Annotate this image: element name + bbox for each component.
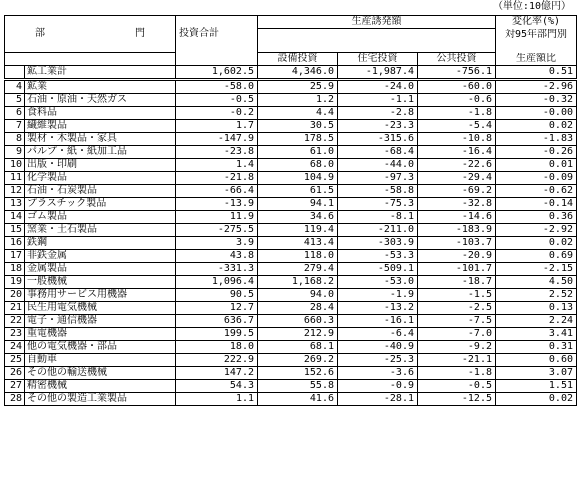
row-public: -1.8 (418, 107, 496, 120)
row-rate: -1.83 (496, 133, 577, 146)
row-housing: -25.3 (338, 354, 418, 367)
row-no: 15 (5, 224, 25, 237)
table-row (5, 380, 577, 393)
row-equipment: 152.6 (258, 367, 338, 380)
row-name: その他の輸送機械 (25, 367, 176, 380)
row-public: -0.5 (418, 380, 496, 393)
header-rate-top: 変化率(%) (496, 16, 577, 29)
row-public: -1.8 (418, 367, 496, 380)
row-total: 1.4 (176, 159, 258, 172)
row-equipment: 178.5 (258, 133, 338, 146)
row-total: 11.9 (176, 211, 258, 224)
row-name: 他の電気機器・部品 (25, 341, 176, 354)
row-rate: 2.24 (496, 315, 577, 328)
row-no: 24 (5, 341, 25, 354)
row-public: -101.7 (418, 263, 496, 276)
row-rate: 0.31 (496, 341, 577, 354)
table-row (5, 328, 577, 341)
row-no: 25 (5, 354, 25, 367)
row-housing: -1.9 (338, 289, 418, 302)
row-name: 重電機器 (25, 328, 176, 341)
header-housing: 住宅投資 (338, 53, 418, 66)
row-rate: 4.50 (496, 276, 577, 289)
row-rate: 1.51 (496, 380, 577, 393)
row-public: -1.5 (418, 289, 496, 302)
row-equipment: 61.5 (258, 185, 338, 198)
table-row (5, 185, 577, 198)
row-rate: 3.41 (496, 328, 577, 341)
row-no: 21 (5, 302, 25, 315)
row-public: -0.6 (418, 94, 496, 107)
row-total: 1,096.4 (176, 276, 258, 289)
row-total: -331.3 (176, 263, 258, 276)
row-name: 石油・石炭製品 (25, 185, 176, 198)
row-public: -756.1 (418, 66, 496, 80)
row-no: 17 (5, 250, 25, 263)
row-no: 18 (5, 263, 25, 276)
row-no: 20 (5, 289, 25, 302)
row-name: 食料品 (25, 107, 176, 120)
row-rate: -0.32 (496, 94, 577, 107)
unit-label: （単位:10億円） (492, 1, 571, 12)
row-total: -13.9 (176, 198, 258, 211)
table-row (5, 133, 577, 146)
row-housing: -68.4 (338, 146, 418, 159)
row-name: 鉄鋼 (25, 237, 176, 250)
row-rate: -2.15 (496, 263, 577, 276)
row-public: -103.7 (418, 237, 496, 250)
row-housing: -303.9 (338, 237, 418, 250)
row-equipment: 28.4 (258, 302, 338, 315)
table-row (5, 80, 577, 94)
row-equipment: 61.0 (258, 146, 338, 159)
row-name: 事務用サービス用機器 (25, 289, 176, 302)
row-total: -21.8 (176, 172, 258, 185)
table-row (5, 120, 577, 133)
row-name: ゴム製品 (25, 211, 176, 224)
row-equipment: 68.1 (258, 341, 338, 354)
row-rate: 0.02 (496, 120, 577, 133)
row-rate: 0.69 (496, 250, 577, 263)
row-rate: -0.62 (496, 185, 577, 198)
row-total: 199.5 (176, 328, 258, 341)
row-total: -58.0 (176, 80, 258, 94)
row-rate: 0.51 (496, 66, 577, 80)
row-public: -7.0 (418, 328, 496, 341)
row-housing: -24.0 (338, 80, 418, 94)
row-name: パルプ・紙・紙加工品 (25, 146, 176, 159)
row-no: 4 (5, 80, 25, 94)
row-no (5, 66, 25, 80)
row-name: プラスチック製品 (25, 198, 176, 211)
row-name: 非鉄金属 (25, 250, 176, 263)
row-total: -66.4 (176, 185, 258, 198)
row-name: 鉱工業計 (25, 66, 176, 80)
row-housing: -6.4 (338, 328, 418, 341)
row-no: 7 (5, 120, 25, 133)
row-housing: -211.0 (338, 224, 418, 237)
row-rate: 0.02 (496, 237, 577, 250)
row-housing: -1,987.4 (338, 66, 418, 80)
row-equipment: 660.3 (258, 315, 338, 328)
row-rate: -0.09 (496, 172, 577, 185)
row-rate: 0.01 (496, 159, 577, 172)
table-row (5, 237, 577, 250)
row-housing: -16.1 (338, 315, 418, 328)
row-no: 23 (5, 328, 25, 341)
row-housing: -509.1 (338, 263, 418, 276)
row-rate: -0.00 (496, 107, 577, 120)
row-no: 26 (5, 367, 25, 380)
row-total: 147.2 (176, 367, 258, 380)
row-total: 12.7 (176, 302, 258, 315)
row-total: -275.5 (176, 224, 258, 237)
row-name: 鉱業 (25, 80, 176, 94)
table-row (5, 276, 577, 289)
row-rate: 0.60 (496, 354, 577, 367)
row-name: 精密機械 (25, 380, 176, 393)
table-row (5, 302, 577, 315)
table-row (5, 211, 577, 224)
row-name: 窯業・土石製品 (25, 224, 176, 237)
row-name: 金属製品 (25, 263, 176, 276)
row-name: 出版・印刷 (25, 159, 176, 172)
row-housing: -40.9 (338, 341, 418, 354)
row-no: 8 (5, 133, 25, 146)
row-housing: -97.3 (338, 172, 418, 185)
row-name: 石油・原油・天然ガス (25, 94, 176, 107)
row-housing: -3.6 (338, 367, 418, 380)
row-no: 10 (5, 159, 25, 172)
row-no: 12 (5, 185, 25, 198)
row-equipment: 212.9 (258, 328, 338, 341)
row-public: -183.9 (418, 224, 496, 237)
row-no: 19 (5, 276, 25, 289)
row-no: 6 (5, 107, 25, 120)
row-housing: -44.0 (338, 159, 418, 172)
row-total: 636.7 (176, 315, 258, 328)
row-equipment: 41.6 (258, 393, 338, 406)
row-equipment: 4.4 (258, 107, 338, 120)
row-public: -32.8 (418, 198, 496, 211)
header-public: 公共投資 (418, 53, 496, 66)
row-no: 9 (5, 146, 25, 159)
row-equipment: 1,168.2 (258, 276, 338, 289)
row-equipment: 30.5 (258, 120, 338, 133)
row-total: 3.9 (176, 237, 258, 250)
row-total: 1,602.5 (176, 66, 258, 80)
table-row-total (5, 66, 577, 80)
table-row (5, 315, 577, 328)
row-rate: -2.96 (496, 80, 577, 94)
row-equipment: 94.1 (258, 198, 338, 211)
row-no: 16 (5, 237, 25, 250)
row-equipment: 119.4 (258, 224, 338, 237)
row-public: -20.9 (418, 250, 496, 263)
row-name: 電子・通信機器 (25, 315, 176, 328)
row-name: 自動車 (25, 354, 176, 367)
row-total: 222.9 (176, 354, 258, 367)
row-housing: -75.3 (338, 198, 418, 211)
row-housing: -1.1 (338, 94, 418, 107)
row-equipment: 269.2 (258, 354, 338, 367)
row-total: -147.9 (176, 133, 258, 146)
investment-table (4, 15, 577, 406)
header-rate-bot: 生産額比 (496, 53, 577, 66)
row-name: 一般機械 (25, 276, 176, 289)
row-equipment: 413.4 (258, 237, 338, 250)
row-public: -16.4 (418, 146, 496, 159)
row-public: -9.2 (418, 341, 496, 354)
row-rate: -0.14 (496, 198, 577, 211)
row-public: -5.4 (418, 120, 496, 133)
row-public: -10.8 (418, 133, 496, 146)
row-housing: -8.1 (338, 211, 418, 224)
row-housing: -53.0 (338, 276, 418, 289)
row-housing: -0.9 (338, 380, 418, 393)
table-row (5, 341, 577, 354)
row-equipment: 55.8 (258, 380, 338, 393)
row-total: -0.5 (176, 94, 258, 107)
table-row (5, 146, 577, 159)
header-induced: 生産誘発額 (258, 16, 496, 29)
row-name: その他の製造工業製品 (25, 393, 176, 406)
row-housing: -13.2 (338, 302, 418, 315)
row-rate: 0.02 (496, 393, 577, 406)
row-rate: 0.13 (496, 302, 577, 315)
row-public: -18.7 (418, 276, 496, 289)
row-public: -12.5 (418, 393, 496, 406)
row-public: -7.5 (418, 315, 496, 328)
row-total: 90.5 (176, 289, 258, 302)
row-housing: -315.6 (338, 133, 418, 146)
row-name: 化学製品 (25, 172, 176, 185)
row-no: 28 (5, 393, 25, 406)
row-no: 14 (5, 211, 25, 224)
row-equipment: 4,346.0 (258, 66, 338, 80)
row-equipment: 94.0 (258, 289, 338, 302)
row-housing: -53.3 (338, 250, 418, 263)
row-public: -69.2 (418, 185, 496, 198)
row-housing: -58.8 (338, 185, 418, 198)
row-public: -60.0 (418, 80, 496, 94)
table-row (5, 159, 577, 172)
row-housing: -28.1 (338, 393, 418, 406)
table-row (5, 250, 577, 263)
table-row (5, 263, 577, 276)
row-no: 11 (5, 172, 25, 185)
row-equipment: 34.6 (258, 211, 338, 224)
table-row (5, 172, 577, 185)
row-total: 1.7 (176, 120, 258, 133)
table-row (5, 107, 577, 120)
row-housing: -23.3 (338, 120, 418, 133)
row-total: -23.8 (176, 146, 258, 159)
row-no: 22 (5, 315, 25, 328)
row-total: 43.8 (176, 250, 258, 263)
row-total: 54.3 (176, 380, 258, 393)
table-row (5, 94, 577, 107)
table-row (5, 224, 577, 237)
row-equipment: 25.9 (258, 80, 338, 94)
row-equipment: 118.0 (258, 250, 338, 263)
header-sector: 部 門 (5, 16, 176, 53)
header-equipment: 設備投資 (258, 53, 338, 66)
row-public: -14.6 (418, 211, 496, 224)
row-equipment: 1.2 (258, 94, 338, 107)
row-no: 27 (5, 380, 25, 393)
row-rate: -2.92 (496, 224, 577, 237)
table-row (5, 198, 577, 211)
row-public: -2.5 (418, 302, 496, 315)
table-row (5, 289, 577, 302)
row-name: 繊維製品 (25, 120, 176, 133)
table-row (5, 354, 577, 367)
row-public: -22.6 (418, 159, 496, 172)
row-public: -21.1 (418, 354, 496, 367)
table-row (5, 367, 577, 380)
table-row (5, 393, 577, 406)
header-rate-mid: 対95年部門別 (496, 29, 577, 41)
row-total: -0.2 (176, 107, 258, 120)
header-total: 投資合計 (176, 16, 258, 53)
row-total: 18.0 (176, 341, 258, 354)
row-rate: 0.36 (496, 211, 577, 224)
row-no: 5 (5, 94, 25, 107)
row-total: 1.1 (176, 393, 258, 406)
row-equipment: 68.0 (258, 159, 338, 172)
row-rate: 3.07 (496, 367, 577, 380)
row-no: 13 (5, 198, 25, 211)
row-equipment: 279.4 (258, 263, 338, 276)
row-rate: 2.52 (496, 289, 577, 302)
row-rate: -0.26 (496, 146, 577, 159)
row-name: 製材・木製品・家具 (25, 133, 176, 146)
row-name: 民生用電気機械 (25, 302, 176, 315)
row-housing: -2.8 (338, 107, 418, 120)
row-public: -29.4 (418, 172, 496, 185)
row-equipment: 104.9 (258, 172, 338, 185)
